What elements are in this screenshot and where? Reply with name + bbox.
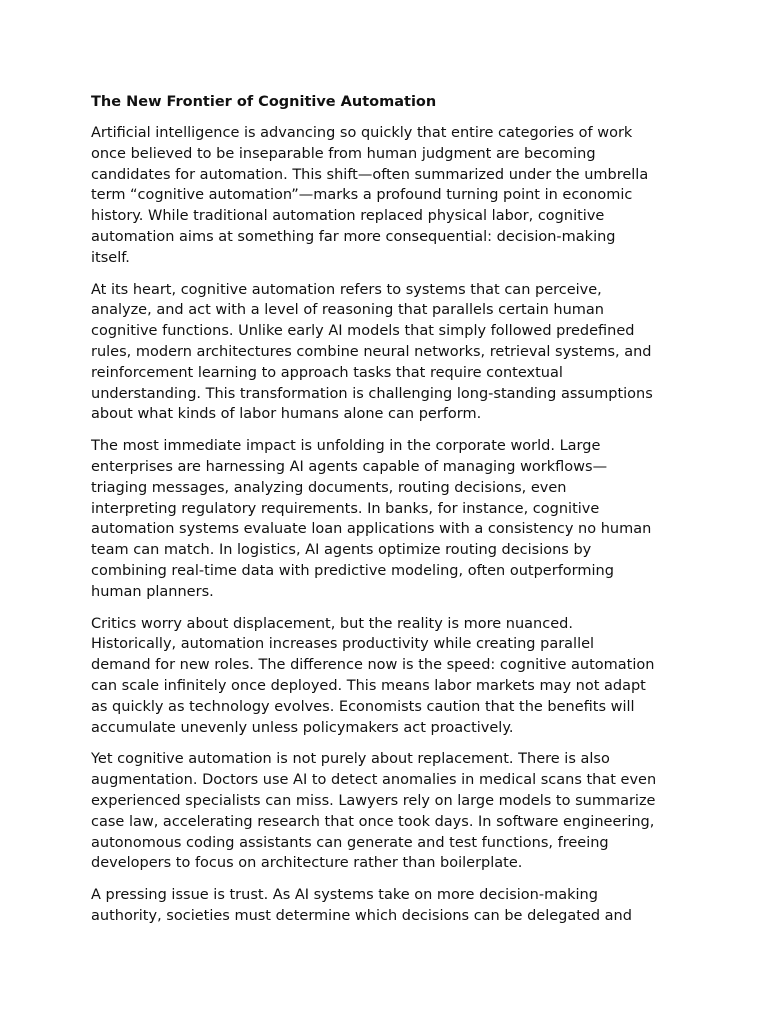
paragraph-line: Artificial intelligence is advancing so quickly that entire categories of work <box>91 125 633 141</box>
paragraph-4 <box>91 614 691 739</box>
paragraph-line: candidates for automation. This shift—often summarized under the umbrella <box>91 166 649 183</box>
paragraph-5 <box>91 749 691 874</box>
paragraph-2 <box>91 280 691 426</box>
paragraph-line: experienced specialists can miss. Lawyers rely on large models to summarize <box>91 792 656 809</box>
paragraph-line: At its heart, cognitive automation refers to systems that can perceive, <box>91 281 602 298</box>
paragraph-line: rules, modern architectures combine neural networks, retrieval systems, and <box>91 343 652 360</box>
paragraph-line: Yet cognitive automation is not purely about replacement. There is also <box>91 751 610 768</box>
paragraph-line: reinforcement learning to approach tasks that require contextual <box>91 364 563 381</box>
paragraph-line: history. While traditional automation replaced physical labor, cognitive <box>91 208 605 225</box>
paragraph-line: term “cognitive automation”—marks a profound turning point in economic <box>91 187 633 204</box>
paragraph-line: A pressing issue is trust. As AI systems take on more decision-making <box>91 887 598 904</box>
paragraph-line: combining real-time data with predictive modeling, often outperforming <box>91 562 614 579</box>
paragraph-line: demand for new roles. The difference now is the speed: cognitive automation <box>91 657 655 674</box>
paragraph-line: cognitive functions. Unlike early AI models that simply followed predefined <box>91 323 635 340</box>
paragraph-line: interpreting regulatory requirements. In banks, for instance, cognitive <box>91 500 600 517</box>
paragraph-line: automation aims at something far more consequential: decision-making <box>91 228 616 245</box>
paragraph-line: developers to focus on architecture rather than boilerplate. <box>91 855 523 872</box>
paragraph-line: The most immediate impact is unfolding in the corporate world. Large <box>91 438 601 455</box>
paragraph-3 <box>91 436 691 602</box>
paragraph-line: case law, accelerating research that once took days. In software engineering, <box>91 813 655 830</box>
paragraph-line: team can match. In logistics, AI agents optimize routing decisions by <box>91 542 592 559</box>
document-page <box>91 92 691 938</box>
paragraph-line: enterprises are harnessing AI agents capable of managing workflows— <box>91 458 608 475</box>
paragraph-line: itself. <box>91 249 130 266</box>
paragraph-1 <box>91 123 691 269</box>
paragraph-line: about what kinds of labor humans alone can perform. <box>91 406 482 423</box>
paragraph-line: autonomous coding assistants can generate and test functions, freeing <box>91 834 609 851</box>
paragraph-line: as quickly as technology evolves. Economists caution that the benefits will <box>91 698 635 715</box>
paragraph-line: Critics worry about displacement, but the reality is more nuanced. <box>91 615 573 632</box>
paragraph-line: analyze, and act with a level of reasoning that parallels certain human <box>91 302 604 319</box>
document-title: The New Frontier of Cognitive Automation <box>91 94 437 110</box>
paragraph-line: augmentation. Doctors use AI to detect anomalies in medical scans that even <box>91 772 657 789</box>
paragraph-line: human planners. <box>91 583 214 600</box>
paragraph-line: accumulate unevenly unless policymakers act proactively. <box>91 719 514 736</box>
paragraph-line: understanding. This transformation is challenging long-standing assumptions <box>91 385 653 402</box>
paragraph-line: Historically, automation increases productivity while creating parallel <box>91 636 595 653</box>
paragraph-6 <box>91 885 691 927</box>
paragraph-line: once believed to be inseparable from human judgment are becoming <box>91 145 596 162</box>
paragraph-line: can scale infinitely once deployed. This means labor markets may not adapt <box>91 677 646 694</box>
paragraph-line: authority, societies must determine which decisions can be delegated and <box>91 907 632 924</box>
paragraph-line: triaging messages, analyzing documents, routing decisions, even <box>91 479 567 496</box>
paragraph-line: automation systems evaluate loan applications with a consistency no human <box>91 521 652 538</box>
